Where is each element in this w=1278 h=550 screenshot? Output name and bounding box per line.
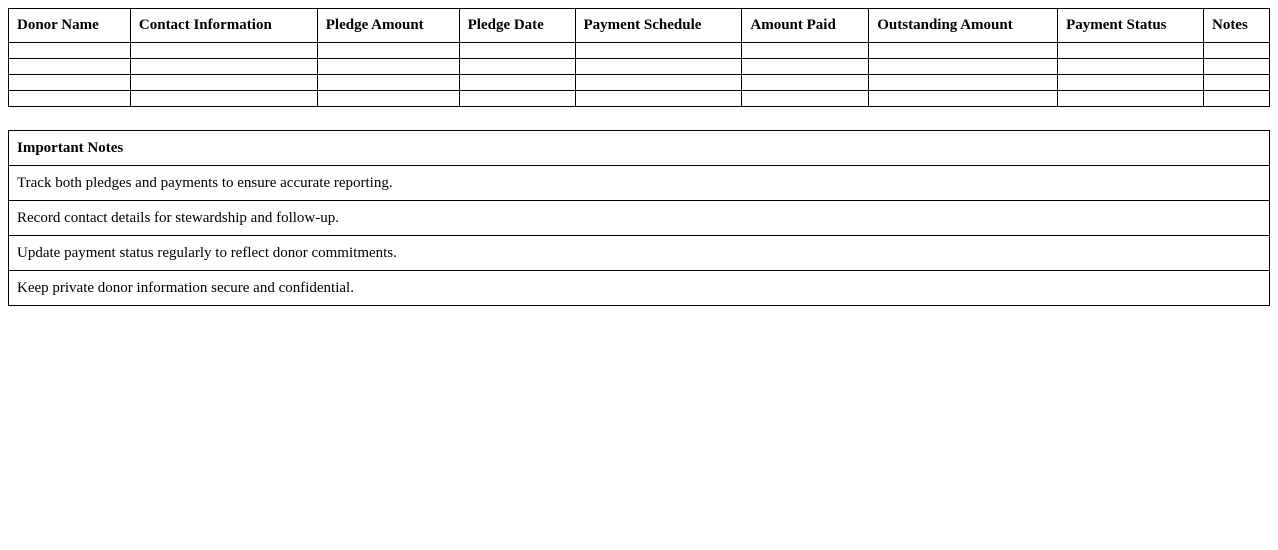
table-row [9,43,1270,59]
column-header-donor-name: Donor Name [9,9,131,43]
table-cell[interactable] [9,59,131,75]
table-cell[interactable] [459,59,575,75]
table-cell[interactable] [575,43,742,59]
column-header-contact-information: Contact Information [130,9,317,43]
table-cell[interactable] [130,59,317,75]
column-header-pledge-date: Pledge Date [459,9,575,43]
column-header-payment-schedule: Payment Schedule [575,9,742,43]
table-cell[interactable] [1058,43,1204,59]
table-cell[interactable] [459,91,575,107]
table-cell[interactable] [742,75,869,91]
column-header-pledge-amount: Pledge Amount [317,9,459,43]
table-cell[interactable] [130,91,317,107]
table-cell[interactable] [459,75,575,91]
table-cell[interactable] [317,91,459,107]
table-cell[interactable] [869,91,1058,107]
list-item [9,166,1270,201]
table-header-row [9,9,1270,43]
table-cell[interactable] [317,75,459,91]
column-header-outstanding-amount: Outstanding Amount [869,9,1058,43]
column-header-payment-status: Payment Status [1058,9,1204,43]
table-cell[interactable] [869,75,1058,91]
table-cell[interactable] [742,59,869,75]
table-cell[interactable] [575,59,742,75]
table-cell[interactable] [317,43,459,59]
table-cell[interactable] [9,75,131,91]
table-row [9,91,1270,107]
table-cell[interactable] [459,43,575,59]
note-text: Track both pledges and payments to ensure accurate reporting. [9,166,1270,201]
table-cell[interactable] [575,75,742,91]
table-cell[interactable] [9,43,131,59]
notes-header-row [9,131,1270,166]
table-cell[interactable] [869,43,1058,59]
important-notes-table [8,130,1270,306]
table-cell[interactable] [317,59,459,75]
table-cell[interactable] [1203,91,1269,107]
note-text: Update payment status regularly to reflect donor commitments. [9,236,1270,271]
table-cell[interactable] [869,59,1058,75]
table-cell[interactable] [575,91,742,107]
table-cell[interactable] [1203,43,1269,59]
column-header-notes: Notes [1203,9,1269,43]
list-item [9,271,1270,306]
table-row [9,59,1270,75]
table-cell[interactable] [1058,91,1204,107]
list-item [9,236,1270,271]
pledge-tracking-table [8,8,1270,107]
table-cell[interactable] [130,43,317,59]
table-cell[interactable] [742,91,869,107]
note-text: Keep private donor information secure and confidential. [9,271,1270,306]
table-cell[interactable] [1203,59,1269,75]
table-cell[interactable] [742,43,869,59]
column-header-amount-paid: Amount Paid [742,9,869,43]
table-cell[interactable] [9,91,131,107]
table-cell[interactable] [130,75,317,91]
note-text: Record contact details for stewardship and follow-up. [9,201,1270,236]
notes-title: Important Notes [9,131,1270,166]
table-cell[interactable] [1058,59,1204,75]
list-item [9,201,1270,236]
table-cell[interactable] [1058,75,1204,91]
table-cell[interactable] [1203,75,1269,91]
table-row [9,75,1270,91]
